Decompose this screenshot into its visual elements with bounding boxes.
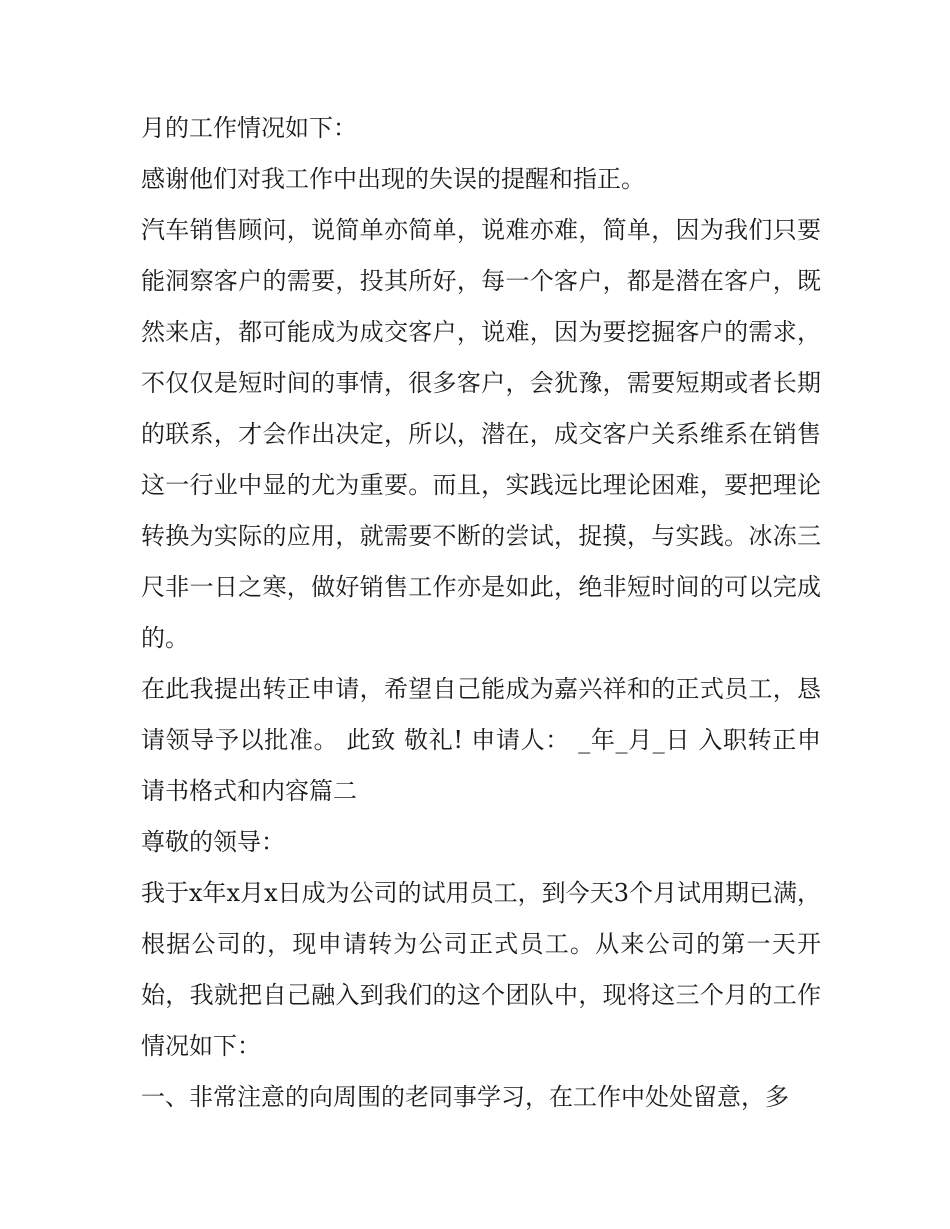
paragraph-7: 一、非常注意的向周围的老同事学习，在工作中处处留意，多 <box>141 1083 789 1111</box>
paragraph-4: 在此我提出转正申请，希望自己能成为嘉兴祥和的正式员工，恳请领导予以批准。 此致 敬礼! 申请人： _年_月_日 入职转正申请书格式和内容篇二 <box>141 675 821 805</box>
paragraph-1: 月的工作情况如下： <box>141 114 357 142</box>
paragraph-6: 我于x年x月x日成为公司的试用员工，到今天3个月试用期已满，根据公司的，现申请转为公司正式员工。从来公司的第一天开始，我就把自己融入到我们的这个团队中，现将这三个月的工作情况如下： <box>141 879 821 1060</box>
paragraph-3: 汽车销售顾问，说简单亦简单，说难亦难，简单，因为我们只要能洞察客户的需要，投其所好，每一个客户，都是潜在客户，既然来店，都可能成为成交客户，说难，因为要挖掘客户的需求，不仅仅是短时间的事情，很多客户，会犹豫，需要短期或者长期的联系，才会作出决定，所以，潜在，成交客户关系维系在销售这一行业中显的尤为重要。而且，实践远比理论困难，要把理论转换为实际的应用，就需要不断的尝试，捉摸，与实践。冰冻三尺非一日之寒，做好销售工作亦是如此，绝非短时间的可以完成的。 <box>141 216 821 652</box>
paragraph-5: 尊敬的领导： <box>141 828 285 856</box>
paragraph-2: 感谢他们对我工作中出现的失误的提醒和指正。 <box>141 165 645 193</box>
document-body <box>141 103 821 1123</box>
